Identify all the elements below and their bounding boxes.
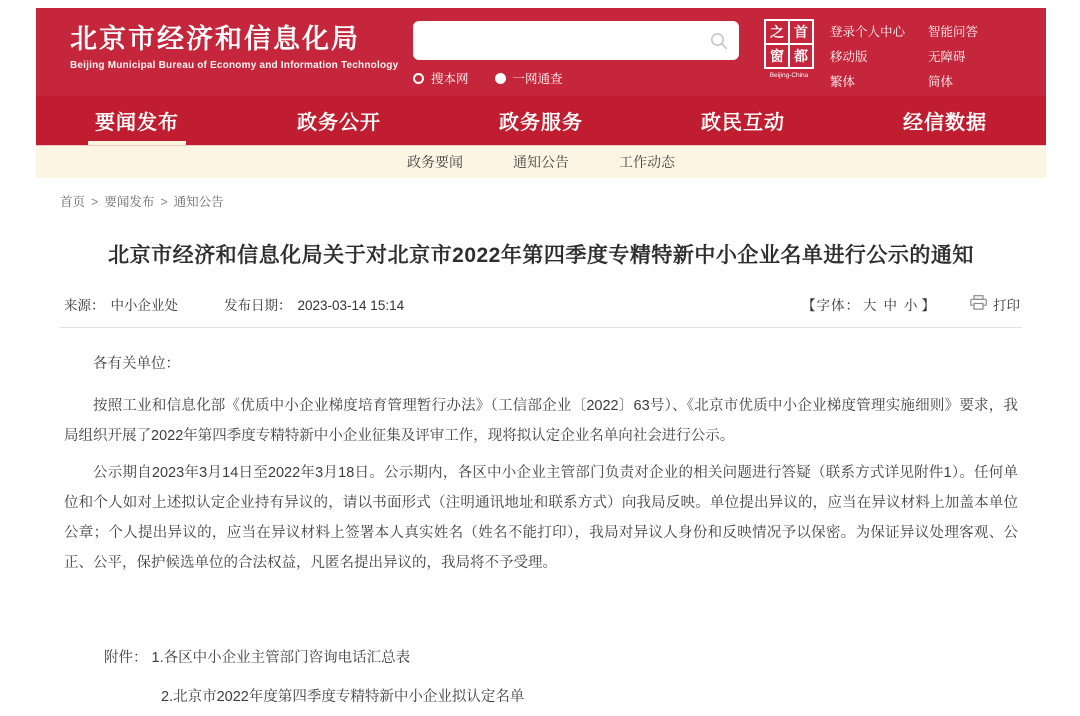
link-smart-qa[interactable]: 智能问答 [928,25,979,39]
link-mobile-version[interactable]: 移动版 [830,50,868,64]
radio-ring-icon [413,73,424,84]
subnav-item-notices[interactable]: 通知公告 [513,154,569,170]
print-button[interactable] [970,294,1020,314]
publish-date-value: 2023-03-14 15:14 [297,298,405,313]
search-scope-onenet-label: 一网通查 [512,72,563,86]
font-size-small-button[interactable]: 小 [904,298,919,313]
source-value: 中小企业处 [110,298,178,313]
breadcrumb-home[interactable]: 首页 [60,195,86,209]
page-title: 北京市经济和信息化局关于对北京市2022年第四季度专精特新中小企业名单进行公示的通知 [108,244,974,267]
site-logo[interactable] [70,23,398,71]
link-accessibility[interactable]: 无障碍 [928,50,966,64]
subnav-item-work-updates[interactable]: 工作动态 [619,154,675,170]
nav-item-gov-disclosure[interactable]: 政务公开 [297,112,381,134]
sub-nav [36,145,1046,178]
breadcrumb [60,192,1080,210]
nav-item-news-release[interactable]: 要闻发布 [36,96,238,145]
search-scope-options [413,69,739,87]
search-icon[interactable] [709,31,729,51]
search-input[interactable] [413,21,695,60]
site-header [36,8,1046,96]
search-box [413,21,739,60]
seal-char: 之 [766,21,788,43]
breadcrumb-news-release[interactable]: 要闻发布 [104,195,155,209]
source-label: 来源： [64,298,105,313]
attachments [64,644,1018,712]
link-simplified-chinese[interactable]: 简体 [928,75,954,89]
publish-date-label: 发布日期： [224,298,292,313]
attachment-row-1 [104,644,1018,673]
font-size-close-bracket: 】 [921,298,936,313]
attachment-link-1[interactable]: 1.各区中小企业主管部门咨询电话汇总表 [151,650,411,666]
site-title: 北京市经济和信息化局 [70,24,360,54]
meta-divider [60,327,1022,328]
radio-dot-icon [495,73,506,84]
font-size-control [802,294,936,314]
subnav-item-gov-news[interactable]: 政务要闻 [407,154,463,170]
search-scope-site-label: 搜本网 [431,72,469,86]
beijing-china-seal-logo[interactable] [758,19,820,81]
font-size-large-button[interactable]: 大 [863,298,878,313]
font-size-medium-button[interactable]: 中 [883,298,898,313]
breadcrumb-separator: > [91,195,99,209]
nav-item-public-interaction[interactable]: 政民互动 [701,112,785,134]
search-scope-onenet[interactable] [495,69,563,87]
article-meta-right [802,294,1020,314]
attachment-row-2 [161,683,1018,712]
breadcrumb-separator: > [160,195,168,209]
body-paragraph-1: 按照工业和信息化部《优质中小企业梯度培育管理暂行办法》（工信部企业〔2022〕63号）、《北京市优质中小企业梯度管理实施细则》要求，我局组织开展了2022年第四季度专精特新中小企业征集及评审工作，现将拟认定企业名单向社会进行公示。 [64,398,1018,444]
article-body [36,349,1046,712]
body-paragraph-2: 公示期自2023年3月14日至2022年3月18日。公示期内，各区中小企业主管部门负责对企业的相关问题进行答疑（联系方式详见附件1）。任何单位和个人如对上述拟认定企业持有异议的，请以书面形式（注明通讯地址和联系方式）向我局反映。单位提出异议的，应当在异议材料上加盖本单位公章；个人提出异议的，应当在异议材料上签署本人真实姓名（姓名不能打印），我局对异议人身份和反映情况予以保密。为保证异议处理客观、公正、公平，保护候选单位的合法权益，凡匿名提出异议的，我局将不予受理。 [64,465,1018,571]
site-title-en: Beijing Municipal Bureau of Economy and Information Technology [70,60,399,72]
article-meta-left [64,294,404,314]
print-label: 打印 [993,298,1020,313]
quick-links [830,22,978,90]
printer-icon [970,295,987,313]
article [36,239,1046,712]
attachments-label: 附件： [104,650,148,666]
seal-char: 都 [790,45,812,67]
page [0,8,1080,716]
attachment-link-2[interactable]: 2.北京市2022年度第四季度专精特新中小企业拟认定名单 [161,689,525,705]
seal-icon [764,19,814,69]
nav-item-econ-data[interactable]: 经信数据 [903,112,987,134]
salutation-paragraph: 各有关单位： [93,356,180,372]
breadcrumb-notices[interactable]: 通知公告 [173,195,224,209]
seal-char: 窗 [766,45,788,67]
site-container [36,8,1046,178]
seal-caption: Beijing-China [769,71,809,79]
link-traditional-chinese[interactable]: 繁体 [830,75,856,89]
seal-char: 首 [790,21,812,43]
font-size-open-bracket: 【字体： [802,298,860,313]
main-nav [36,96,1046,145]
nav-item-gov-services[interactable]: 政务服务 [499,112,583,134]
search-scope-site[interactable] [413,69,469,87]
article-meta [36,294,1046,314]
search-area [413,21,739,87]
link-login-personal-center[interactable]: 登录个人中心 [830,25,906,39]
